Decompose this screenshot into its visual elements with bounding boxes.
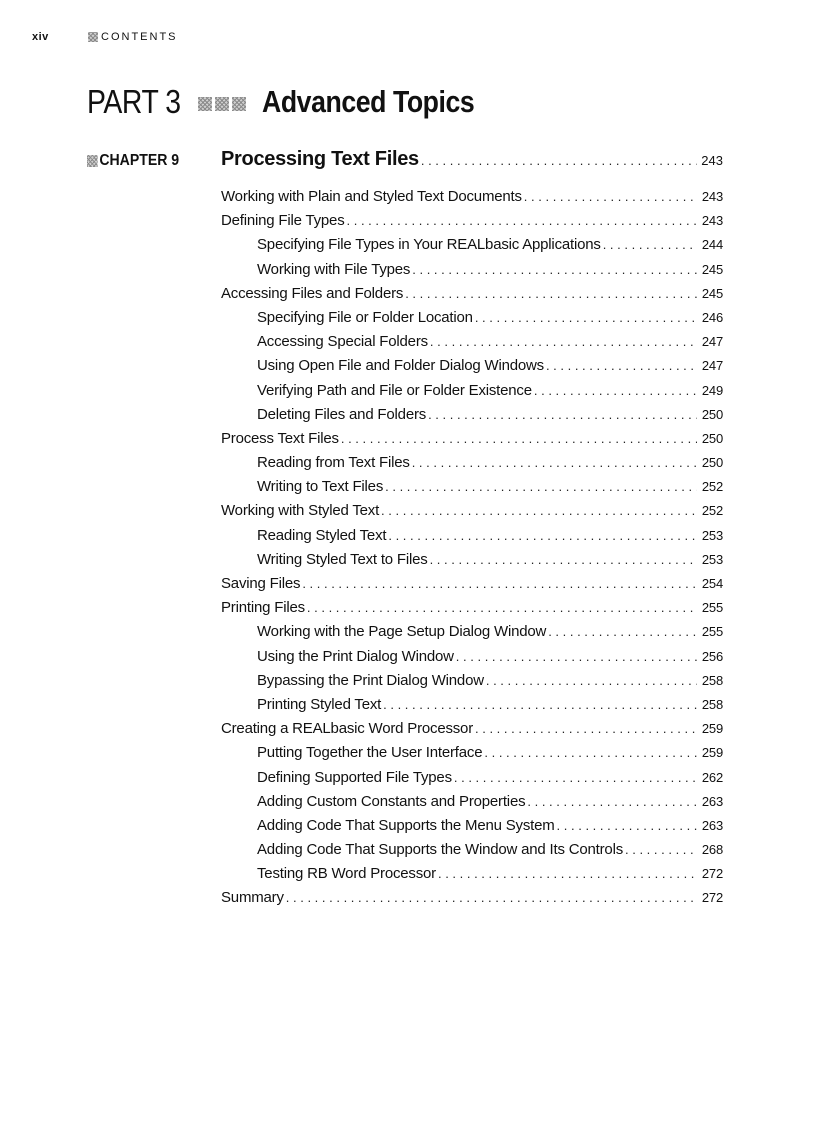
entry-title: Verifying Path and File or Folder Existence: [257, 381, 532, 399]
toc-entry-list: [221, 188, 723, 914]
toc-subsection-entry: [221, 841, 723, 865]
dot-leader: [456, 649, 697, 664]
dot-leader: [546, 358, 697, 373]
entry-title: Accessing Special Folders: [257, 333, 428, 351]
toc-subsection-entry: [221, 696, 723, 720]
toc-subsection-entry: [221, 454, 723, 478]
toc-subsection-entry: [221, 551, 723, 575]
entry-title: Working with File Types: [257, 260, 411, 278]
page-number: xiv: [32, 31, 49, 43]
chapter-page-number: 243: [701, 153, 723, 168]
part-divider-icon: [198, 97, 246, 111]
toc-subsection-entry: [221, 623, 723, 647]
dot-leader: [524, 189, 697, 204]
part-label: PART 3: [87, 83, 181, 120]
part-title: Advanced Topics: [261, 84, 475, 119]
entry-title: Reading Styled Text: [257, 526, 387, 544]
dot-leader: [412, 455, 697, 470]
dot-leader: [381, 503, 697, 518]
entry-page-number: 243: [701, 189, 723, 204]
entry-page-number: 245: [701, 285, 723, 301]
hatched-square-icon: [87, 155, 98, 167]
dot-leader: [383, 697, 697, 712]
toc-subsection-entry: [221, 865, 723, 889]
entry-page-number: 254: [701, 576, 723, 591]
part-heading: [87, 80, 509, 124]
running-header: [32, 30, 178, 44]
dot-leader: [307, 600, 697, 615]
dot-leader: [475, 310, 697, 325]
entry-page-number: 272: [701, 866, 723, 882]
entry-page-number: 259: [701, 745, 723, 761]
dot-leader: [341, 431, 697, 446]
entry-title: Writing to Text Files: [257, 478, 384, 496]
chapter-title-line: [221, 148, 723, 171]
entry-title: Process Text Files: [221, 429, 339, 447]
entry-title: Working with Plain and Styled Text Documents: [221, 188, 522, 205]
chapter-title: Processing Text Files: [221, 148, 419, 170]
entry-title: Adding Code That Supports the Window and Its Controls: [257, 841, 624, 859]
chapter-number: CHAPTER 9: [99, 152, 180, 169]
entry-title: Specifying File Types in Your REALbasic Applications: [257, 236, 601, 254]
entry-page-number: 263: [701, 793, 723, 809]
dot-leader: [421, 153, 697, 168]
dot-leader: [557, 818, 697, 833]
hatched-square-icon: [198, 97, 212, 111]
entry-title: Writing Styled Text to Files: [257, 550, 428, 568]
toc-section-entry: [221, 212, 723, 236]
entry-title: Using the Print Dialog Window: [257, 647, 454, 665]
toc-subsection-entry: [221, 309, 723, 333]
toc-section-entry: [221, 285, 723, 309]
toc-subsection-entry: [221, 261, 723, 285]
dot-leader: [454, 770, 697, 785]
entry-page-number: 262: [701, 769, 723, 785]
toc-subsection-entry: [221, 817, 723, 841]
entry-title: Accessing Files and Folders: [221, 284, 404, 302]
dot-leader: [286, 890, 697, 905]
entry-title: Defining File Types: [221, 212, 345, 230]
entry-page-number: 243: [701, 213, 723, 229]
dot-leader: [385, 479, 697, 494]
dot-leader: [486, 673, 697, 688]
toc-subsection-entry: [221, 527, 723, 551]
toc-subsection-entry: [221, 478, 723, 502]
toc-section-entry: [221, 575, 723, 599]
chapter-row: [87, 148, 723, 174]
entry-page-number: 247: [701, 358, 723, 374]
toc-section-entry: [221, 430, 723, 454]
entry-page-number: 250: [701, 455, 723, 471]
entry-page-number: 259: [701, 721, 723, 737]
entry-page-number: 246: [701, 309, 723, 325]
dot-leader: [548, 624, 697, 639]
hatched-square-icon: [215, 97, 229, 111]
entry-page-number: 253: [701, 527, 723, 543]
entry-page-number: 272: [701, 890, 723, 906]
entry-page-number: 250: [701, 406, 723, 422]
entry-title: Bypassing the Print Dialog Window: [257, 671, 484, 689]
dot-leader: [603, 237, 697, 252]
dot-leader: [534, 383, 697, 398]
entry-page-number: 255: [701, 624, 723, 640]
dot-leader: [527, 794, 697, 809]
entry-page-number: 249: [701, 382, 723, 398]
dot-leader: [475, 721, 697, 736]
entry-title: Working with the Page Setup Dialog Window: [257, 623, 547, 641]
entry-page-number: 253: [701, 551, 723, 567]
chapter-label: [87, 152, 179, 170]
entry-page-number: 252: [701, 479, 723, 495]
dot-leader: [438, 866, 697, 881]
dot-leader: [302, 576, 697, 591]
toc-subsection-entry: [221, 406, 723, 430]
dot-leader: [405, 286, 697, 301]
entry-title: Adding Custom Constants and Properties: [257, 792, 526, 810]
entry-page-number: 263: [701, 817, 723, 833]
entry-title: Reading from Text Files: [257, 454, 410, 472]
toc-section-entry: [221, 889, 723, 913]
toc-subsection-entry: [221, 357, 723, 381]
entry-page-number: 245: [701, 261, 723, 277]
entry-page-number: 258: [701, 696, 723, 712]
hatched-square-icon: [232, 97, 246, 111]
toc-subsection-entry: [221, 672, 723, 696]
entry-page-number: 258: [701, 672, 723, 688]
entry-title: Summary: [221, 889, 284, 907]
dot-leader: [347, 213, 698, 228]
entry-title: Putting Together the User Interface: [257, 744, 483, 762]
entry-title: Adding Code That Supports the Menu System: [257, 816, 555, 834]
toc-subsection-entry: [221, 236, 723, 260]
dot-leader: [388, 528, 697, 543]
dot-leader: [484, 745, 697, 760]
toc-section-entry: [221, 720, 723, 744]
entry-page-number: 268: [701, 842, 723, 858]
toc-subsection-entry: [221, 744, 723, 768]
dot-leader: [430, 552, 697, 567]
hatched-square-icon: [88, 32, 98, 42]
entry-title: Using Open File and Folder Dialog Windows: [257, 357, 544, 375]
entry-title: Deleting Files and Folders: [257, 405, 427, 423]
entry-page-number: 255: [701, 600, 723, 616]
toc-subsection-entry: [221, 769, 723, 793]
entry-title: Creating a REALbasic Word Processor: [221, 720, 473, 738]
toc-subsection-entry: [221, 382, 723, 406]
entry-page-number: 252: [701, 503, 723, 519]
toc-section-entry: [221, 188, 723, 212]
entry-title: Printing Files: [221, 599, 305, 617]
entry-page-number: 247: [701, 334, 723, 350]
entry-title: Defining Supported File Types: [257, 768, 452, 786]
dot-leader: [412, 262, 697, 277]
entry-title: Printing Styled Text: [257, 695, 382, 713]
dot-leader: [625, 842, 697, 857]
toc-subsection-entry: [221, 333, 723, 357]
toc-subsection-entry: [221, 648, 723, 672]
entry-page-number: 256: [701, 648, 723, 664]
toc-subsection-entry: [221, 793, 723, 817]
entry-title: Testing RB Word Processor: [257, 865, 436, 883]
entry-title: Saving Files: [221, 575, 301, 592]
toc-section-entry: [221, 502, 723, 526]
dot-leader: [428, 407, 697, 422]
entry-page-number: 250: [701, 430, 723, 446]
section-label: CONTENTS: [101, 31, 178, 43]
toc-section-entry: [221, 599, 723, 623]
entry-title: Working with Styled Text: [221, 502, 380, 520]
entry-page-number: 244: [701, 237, 723, 253]
entry-title: Specifying File or Folder Location: [257, 308, 473, 326]
dot-leader: [430, 334, 697, 349]
